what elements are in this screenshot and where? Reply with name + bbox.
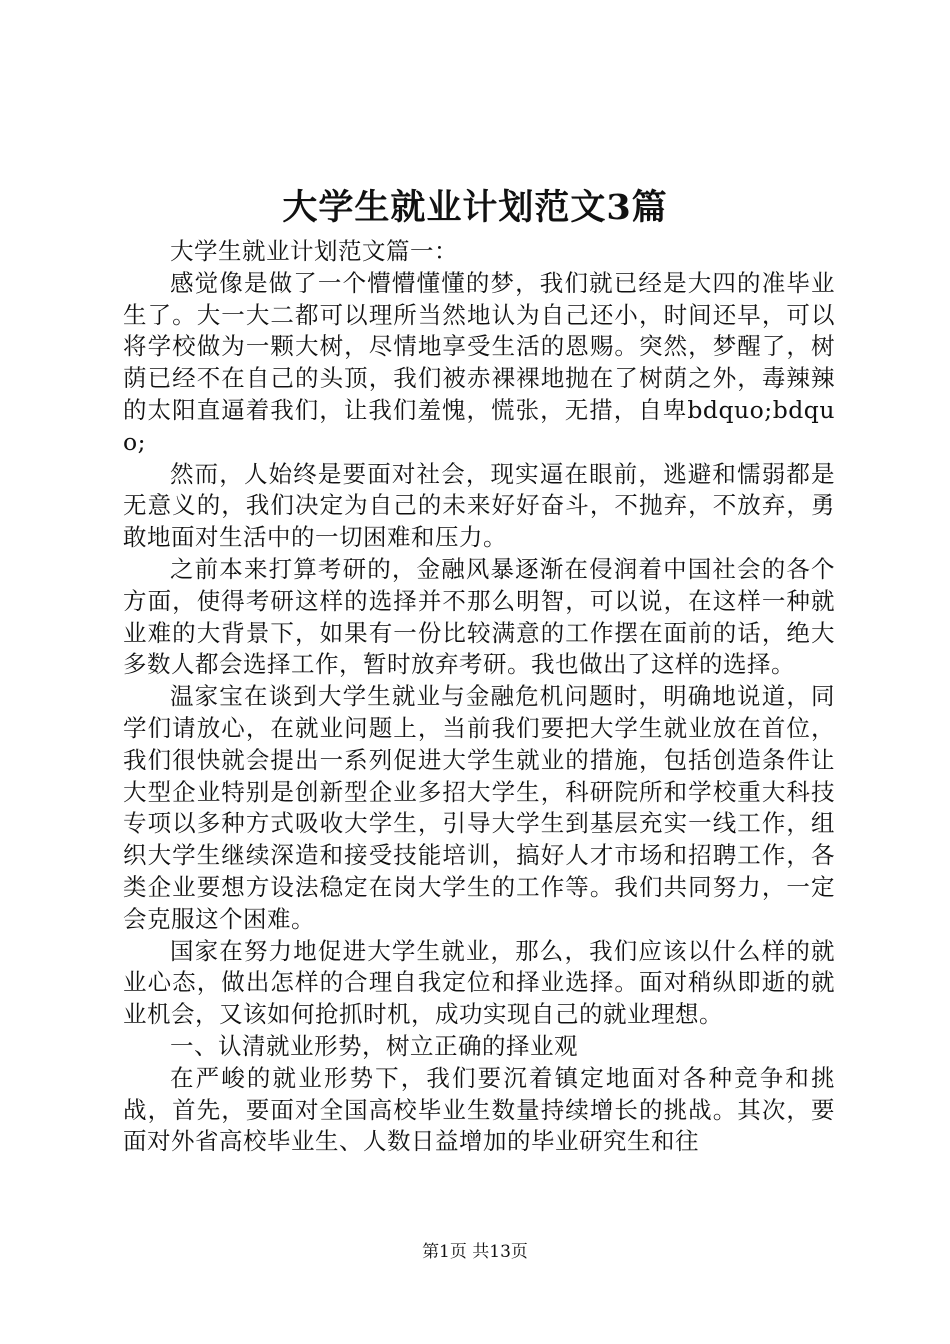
paragraph: 然而，人始终是要面对社会，现实逼在眼前，逃避和懦弱都是无意义的，我们决定为自己的未来好好奋斗，不抛弃，不放弃，勇敢地面对生活中的一切困难和压力。 (123, 459, 835, 552)
document-body (123, 236, 835, 1158)
page-footer: 第1页 共13页 (422, 1242, 528, 1262)
document-title: 大学生就业计划范文3篇 (282, 187, 668, 228)
paragraph: 大学生就业计划范文篇一： (170, 237, 458, 265)
section-heading: 一、认清就业形势，树立正确的择业观 (170, 1031, 578, 1060)
paragraph: 国家在努力地促进大学生就业，那么，我们应该以什么样的就业心态，做出怎样的合理自我定位和择业选择。面对稍纵即逝的就业机会，又该如何抢抓时机，成功实现自己的就业理想。 (123, 936, 835, 1029)
paragraph: 在严峻的就业形势下，我们要沉着镇定地面对各种竞争和挑战，首先，要面对全国高校毕业生数量持续增长的挑战。其次，要面对外省高校毕业生、人数日益增加的毕业研究生和往 (123, 1063, 835, 1156)
paragraph: 之前本来打算考研的，金融风暴逐渐在侵润着中国社会的各个方面，使得考研这样的选择并不那么明智，可以说，在这样一种就业难的大背景下，如果有一份比较满意的工作摆在面前的话，绝大多数人都会选择工作，暂时放弃考研。我也做出了这样的选择。 (123, 554, 835, 679)
paragraph: 温家宝在谈到大学生就业与金融危机问题时，明确地说道，同学们请放心，在就业问题上，当前我们要把大学生就业放在首位，我们很快就会提出一系列促进大学生就业的措施，包括创造条件让大型企业特别是创新型企业多招大学生，科研院所和学校重大科技专项以多种方式吸收大学生，引导大学生到基层充实一线工作，组织大学生继续深造和接受技能培训，搞好人才市场和招聘工作，各类企业要想方设法稳定在岗大学生的工作等。我们共同努力，一定会克服这个困难。 (123, 682, 835, 933)
paragraph: 感觉像是做了一个懵懵懂懂的梦，我们就已经是大四的准毕业生了。大一大二都可以理所当然地认为自己还小，时间还早，可以将学校做为一颗大树，尽情地享受生活的恩赐。突然，梦醒了，树荫已经不在自己的头顶，我们被赤裸裸地抛在了树荫之外，毒辣辣的太阳直逼着我们，让我们羞愧，慌张，无措，自卑bdquo;bdquo; (123, 268, 835, 456)
